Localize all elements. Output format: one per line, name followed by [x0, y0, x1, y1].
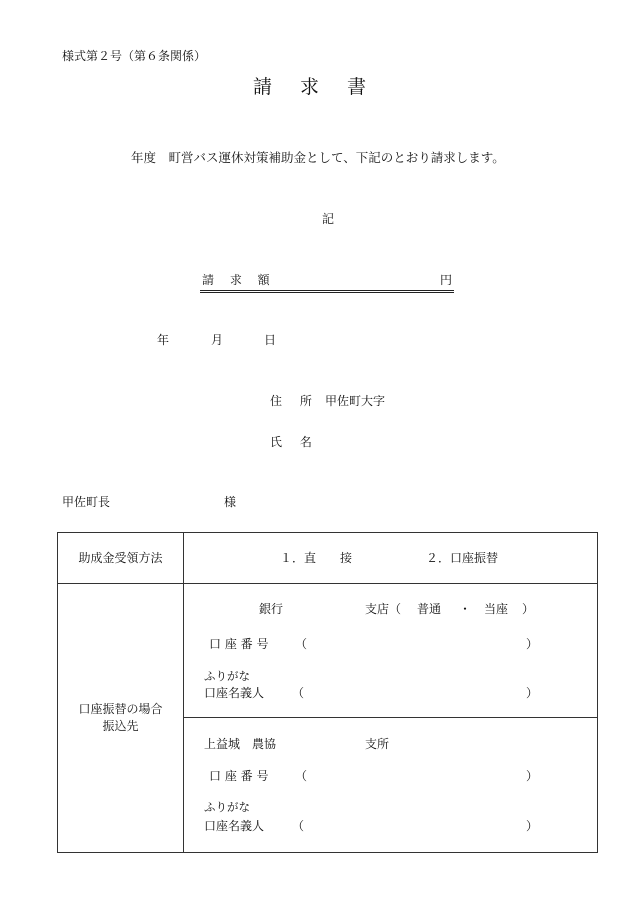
addressee-mayor: 甲佐町長 [62, 495, 111, 509]
ja-details-cell [184, 718, 598, 853]
ja-branch-label: 支所 [365, 737, 390, 751]
address-value: 甲佐町大字 [325, 394, 386, 408]
document-title: 請 求 書 [252, 76, 378, 98]
form-number: 様式第２号（第６条関係） [62, 49, 207, 63]
bank-label: 銀行 [259, 602, 284, 616]
branch-close-paren: ） [522, 602, 535, 616]
ja-account-number-close-paren: ） [526, 769, 539, 783]
account-holder-open-paren[interactable]: （ [292, 686, 305, 700]
account-holder-close-paren: ） [526, 686, 539, 700]
intro-statement: 年度 町営バス運休対策補助金として、下記のとおり請求します。 [131, 150, 505, 165]
name-label: 氏 名 [270, 435, 319, 449]
claim-amount-label: 請 求 額 [202, 273, 276, 287]
payment-method-table [57, 532, 598, 853]
method-label-cell [58, 533, 184, 584]
method-options-cell [184, 533, 598, 584]
option-account-transfer[interactable]: ２．口座振替 [426, 551, 499, 565]
claim-amount-line [200, 274, 454, 293]
method-row [58, 533, 598, 584]
ja-account-holder-open-paren[interactable]: （ [292, 819, 305, 833]
account-number-open-paren[interactable]: （ [295, 637, 308, 651]
ki-heading: 記 [322, 212, 335, 226]
ja-account-holder-label: 口座名義人 [204, 819, 265, 833]
account-number-label: 口 座 番 号 [209, 637, 269, 651]
ja-bank-label: 上益城 農協 [204, 737, 277, 751]
address-label: 住 所 [270, 394, 319, 408]
date-day: 日 [264, 333, 277, 347]
date-month: 月 [211, 333, 224, 347]
ja-account-number-open-paren[interactable]: （ [295, 769, 308, 783]
ja-account-number-label: 口 座 番 号 [209, 769, 269, 783]
transfer-label-line2: 振込先 [102, 719, 139, 733]
furigana-label: ふりがな [204, 669, 250, 683]
account-holder-label: 口座名義人 [204, 686, 265, 700]
method-label: 助成金受領方法 [78, 550, 163, 565]
account-type-touza[interactable]: 当座 [484, 602, 509, 616]
option-direct[interactable]: １．直 接 [280, 551, 353, 565]
transfer-label-line1: 口座振替の場合 [78, 702, 163, 716]
ja-furigana-label: ふりがな [204, 800, 250, 814]
claim-amount-unit: 円 [439, 273, 452, 287]
addressee-honorific: 様 [224, 495, 237, 509]
transfer-label-cell [58, 584, 184, 853]
bank-details-cell [184, 584, 598, 718]
account-type-futsu[interactable]: 普通 [417, 602, 442, 616]
account-type-separator: ・ [459, 602, 472, 616]
ja-account-holder-close-paren: ） [526, 819, 539, 833]
bank-row [58, 584, 598, 718]
account-number-close-paren: ） [526, 637, 539, 651]
branch-label: 支店（ [365, 602, 402, 616]
date-year: 年 [157, 333, 170, 347]
